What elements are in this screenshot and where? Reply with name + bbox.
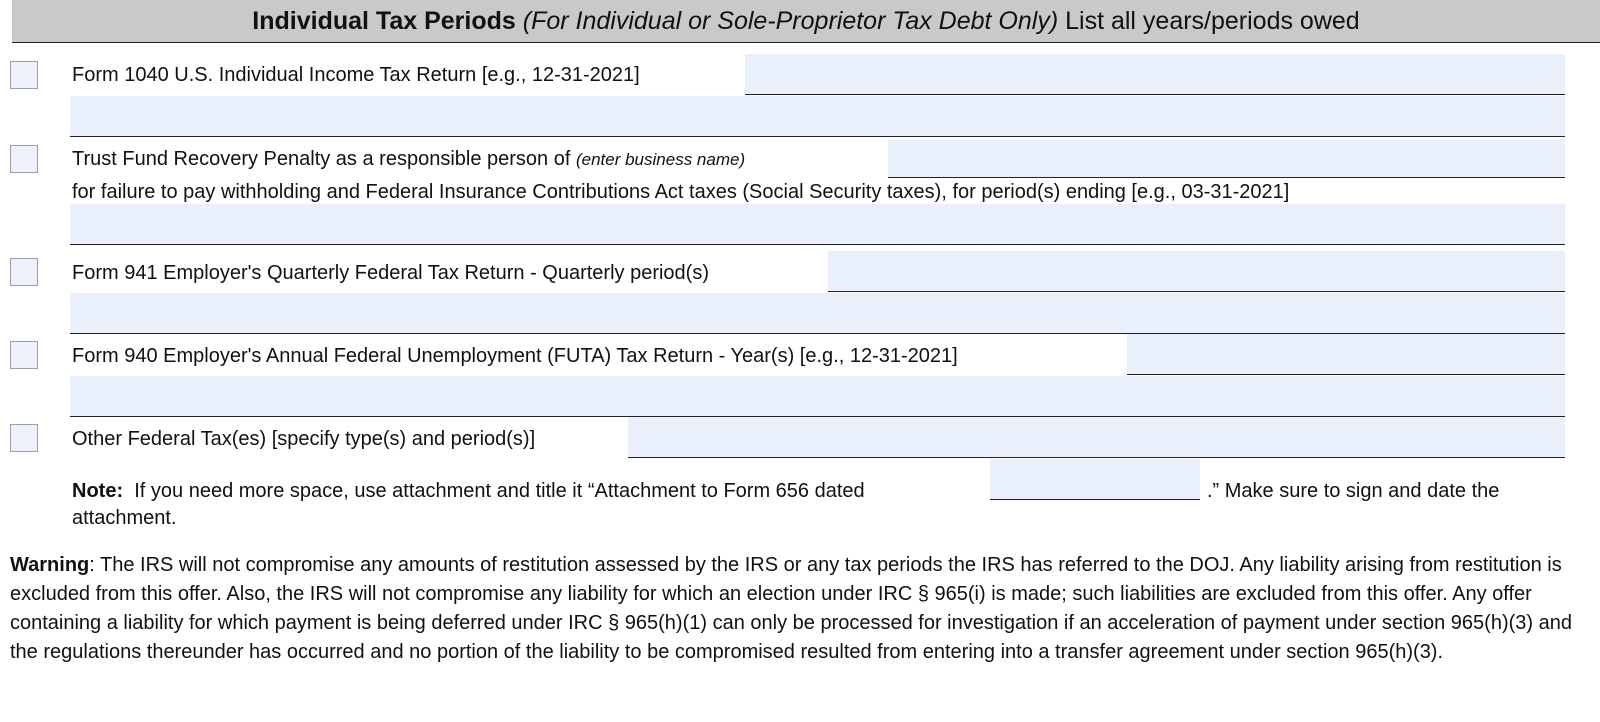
business-name-field[interactable] (888, 139, 1565, 178)
section-title-bold: Individual Tax Periods (252, 6, 516, 35)
other-taxes-label: Other Federal Tax(es) [specify type(s) and period(s)] (72, 428, 536, 450)
form-940-checkbox[interactable] (10, 341, 38, 369)
form-940-years-field-2[interactable] (70, 376, 1565, 417)
section-title-rest: List all years/periods owed (1065, 6, 1360, 35)
form-940-label: Form 940 Employer's Annual Federal Unemployment (FUTA) Tax Return - Year(s) [e.g., 12-31-2021] (72, 345, 958, 367)
section-title-italic: (For Individual or Sole-Proprietor Tax Debt Only) (522, 6, 1059, 35)
warning-label: Warning (10, 554, 90, 576)
section-header (12, 0, 1600, 43)
form-1040-periods-field-2[interactable] (70, 96, 1565, 137)
form-941-periods-field[interactable] (828, 251, 1565, 292)
form-941-label: Form 941 Employer's Quarterly Federal Tax Return - Quarterly period(s) (72, 262, 710, 284)
trust-fund-label-line2: for failure to pay withholding and Federal Insurance Contributions Act taxes (Social Security taxes), for period(s) ending [e.g., 03-31-2021] (72, 181, 1290, 203)
note-text-after: .” Make sure to sign and date the (1207, 480, 1500, 502)
trust-fund-label-hint: (enter business name) (575, 150, 746, 169)
note-text-before: If you need more space, use attachment and title it “Attachment to Form 656 dated (134, 480, 865, 502)
form-941-checkbox[interactable] (10, 258, 38, 286)
other-taxes-checkbox[interactable] (10, 424, 38, 452)
warning-paragraph (10, 551, 1590, 667)
form-940-years-field[interactable] (1127, 334, 1565, 375)
note-label: Note: (72, 480, 124, 502)
form-1040-checkbox[interactable] (10, 61, 38, 89)
trust-fund-label (72, 148, 745, 171)
trust-fund-checkbox[interactable] (10, 145, 38, 173)
trust-fund-periods-field[interactable] (70, 204, 1565, 245)
section-title (252, 7, 1359, 36)
form-941-periods-field-2[interactable] (70, 293, 1565, 334)
note-line-1 (72, 480, 865, 503)
form-1040-periods-field[interactable] (745, 54, 1565, 95)
attachment-date-field[interactable] (990, 459, 1200, 500)
note-line-2: attachment. (72, 507, 177, 529)
form-1040-label: Form 1040 U.S. Individual Income Tax Return [e.g., 12-31-2021] (72, 64, 640, 86)
warning-text: : The IRS will not compromise any amounts of restitution assessed by the IRS or any tax periods the IRS has referred to the DOJ. Any liability arising from restitution is excluded from this offer. Also, the IRS will not compromise any liability for which an election under IRC § 965(i) is made; such liabilities are excluded from this offer. Any offer containing a liability for which payment is being deferred under IRC § 965(h)(1) can only be processed for investigation if an acceleration of payment under section 965(h)(3) and the regulations thereunder has occurred and no portion of the liability to be compromised resulted from entering into a transfer agreement under section 965(h)(3). (10, 554, 1572, 663)
other-taxes-field[interactable] (628, 417, 1565, 458)
trust-fund-label-text: Trust Fund Recovery Penalty as a responsible person of (72, 148, 571, 170)
